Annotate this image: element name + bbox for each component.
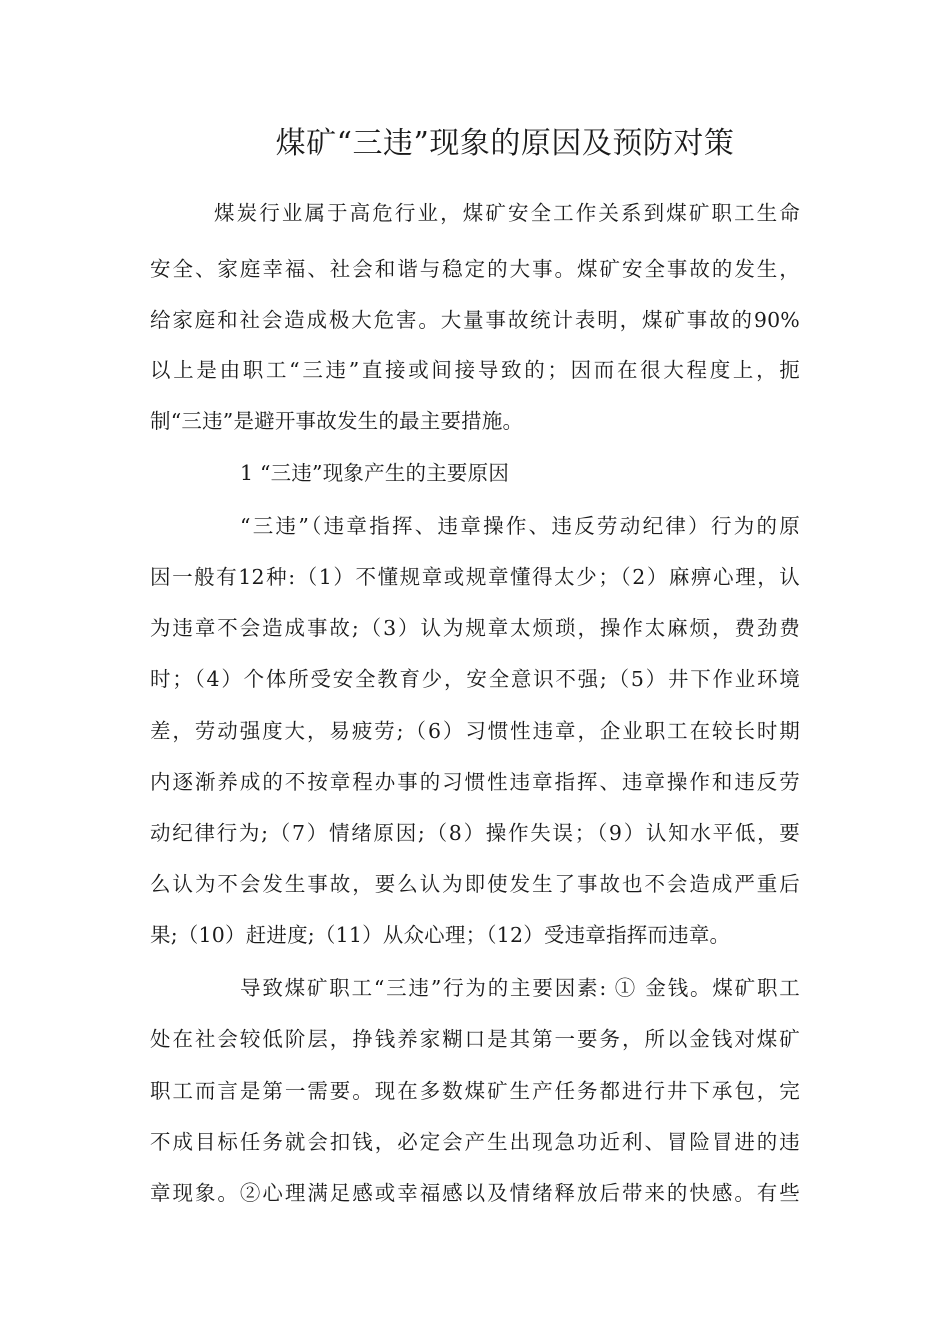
paragraph-line: 职工而言是第一需要。现在多数煤矿生产任务都进行井下承包，完 <box>150 1079 800 1103</box>
paragraph-line: 果;（10）赶进度;（11）从众心理；（12）受违章指挥而违章。 <box>150 923 731 947</box>
paragraph-line: 时；（4）个体所受安全教育少，安全意识不强;（5）井下作业环境 <box>150 667 800 691</box>
paragraph-line: 动纪律行为;（7）情绪原因;（8）操作失误；（9）认知水平低，要 <box>150 821 800 845</box>
paragraph-line: 给家庭和社会造成极大危害。大量事故统计表明，煤矿事故的90% <box>150 308 800 332</box>
paragraph-line: “三违”（违章指挥、违章操作、违反劳动纪律）行为的原 <box>240 514 800 538</box>
paragraph-line: 煤炭行业属于高危行业，煤矿安全工作关系到煤矿职工生命 <box>214 201 800 225</box>
paragraph-line: 为违章不会造成事故;（3）认为规章太烦琐，操作太麻烦，费劲费 <box>150 616 800 640</box>
paragraph-line: 处在社会较低阶层，挣钱养家糊口是其第一要务，所以金钱对煤矿 <box>150 1027 800 1051</box>
paragraph-line: 因一般有12种:（1）不懂规章或规章懂得太少；（2）麻痹心理，认 <box>150 565 800 589</box>
section-heading: 1 “三违”现象产生的主要原因 <box>240 461 510 485</box>
paragraph-line: 差，劳动强度大，易疲劳;（6）习惯性违章，企业职工在较长时期 <box>150 719 800 743</box>
paragraph-line: 章现象。②心理满足感或幸福感以及情绪释放后带来的快感。有些 <box>150 1181 800 1205</box>
paragraph-line: 不成目标任务就会扣钱，必定会产生出现急功近利、冒险冒进的违 <box>150 1130 800 1154</box>
paragraph-line: 导致煤矿职工“三违”行为的主要因素: ① 金钱。煤矿职工 <box>240 976 800 1000</box>
paragraph-line: 内逐渐养成的不按章程办事的习惯性违章指挥、违章操作和违反劳 <box>150 770 800 794</box>
paragraph-line: 么认为不会发生事故，要么认为即使发生了事故也不会造成严重后 <box>150 872 800 896</box>
paragraph-line: 制“三违”是避开事故发生的最主要措施。 <box>150 409 524 433</box>
document-title: 煤矿“三违”现象的原因及预防对策 <box>275 126 735 161</box>
paragraph-line: 以上是由职工“三违”直接或间接导致的；因而在很大程度上，扼 <box>150 358 800 382</box>
paragraph-line: 安全、家庭幸福、社会和谐与稳定的大事。煤矿安全事故的发生， <box>150 257 800 281</box>
